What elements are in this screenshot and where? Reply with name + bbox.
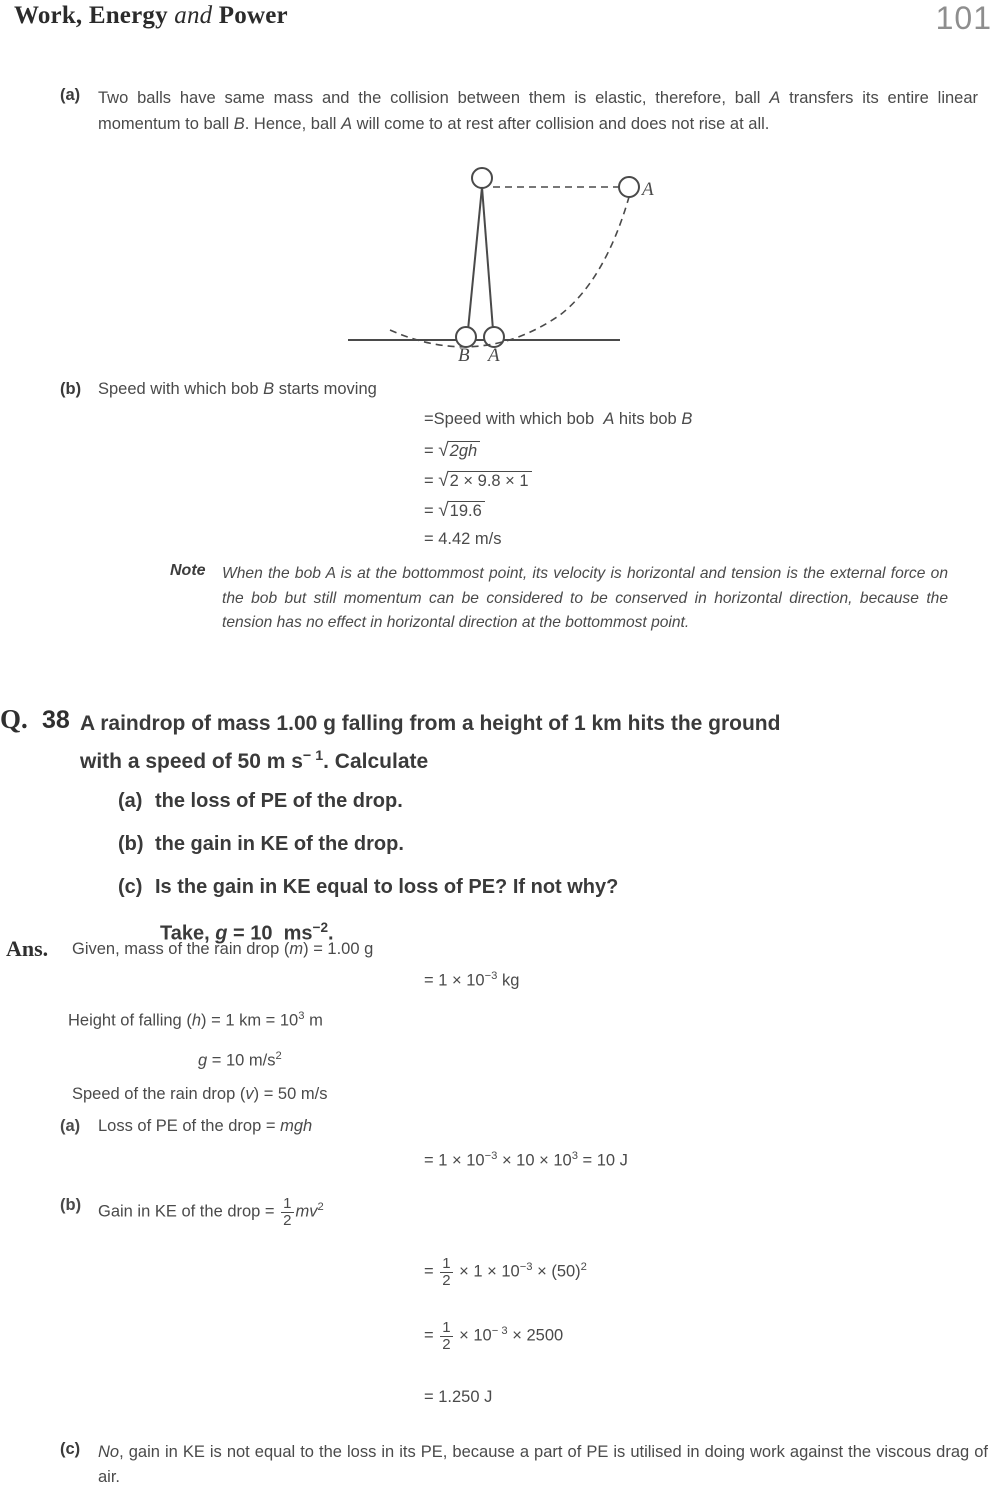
chapter-title-and: and — [174, 2, 213, 29]
chapter-title — [14, 2, 288, 30]
note-label: Note — [170, 562, 206, 579]
question-sub-a-text: the loss of PE of the drop. — [155, 790, 403, 812]
answer-given-line-2: = $1 \times 10^{-3}$ kg — [424, 970, 520, 990]
answer-c-text — [98, 1440, 988, 1490]
answer-b-line-3: = $\frac{1}{2}$ × $10^{- 3} \times 2500$ — [424, 1319, 564, 1353]
question-take-line: Take, g = 10 $ms^{-2}$. — [160, 920, 334, 945]
question-sub-c-label: (c) — [118, 876, 143, 898]
question-stem-exponent: − 1 — [302, 748, 324, 764]
answer-c-no: No — [98, 1443, 120, 1461]
answer-c-label: (c) — [60, 1440, 81, 1458]
part-b-line-1: =Speed with which bob A hits bob B — [424, 410, 693, 428]
part-b-label: (b) — [60, 380, 82, 398]
question-sub-b-text: the gain in KE of the drop. — [155, 833, 404, 855]
chapter-title-part2: Power — [212, 2, 288, 29]
svg-text:A: A — [642, 179, 654, 200]
chapter-title-part1: Work, Energy — [14, 2, 175, 29]
page-header — [0, 0, 998, 36]
part-b-line-3: = √2 × 9.8 × 1 — [424, 470, 532, 492]
svg-text:B: B — [458, 345, 470, 365]
question-number: 38 — [42, 706, 70, 734]
part-b-text: Speed with which bob B starts moving — [98, 380, 377, 398]
pendulum-collision-figure — [330, 165, 670, 365]
answer-g-line: g = 10 $m/s^2$ — [198, 1050, 282, 1070]
question-stem-line1: A raindrop of mass 1.00 g falling from a height of 1 km hits the ground — [80, 712, 781, 735]
take-exponent: −2 — [312, 920, 328, 935]
note-text: When the bob A is at the bottommost point, its velocity is horizontal and tension is the external force on the bob but still momentum can be considered to be conserved in horizontal direction, because the tension has no effect in horizontal direction at the bottommost point. — [222, 565, 948, 631]
figure-svg — [330, 165, 670, 365]
answer-given-line: Given, mass of the rain drop (m) = 1.00 g — [72, 940, 374, 958]
answer-a-result: = $1 \times 10^{-3} \times 10 \times 10^3 = 10$ J — [424, 1150, 628, 1170]
answer-b-label: (b) — [60, 1196, 82, 1214]
question-sub-a-label: (a) — [118, 790, 143, 812]
answer-b-line-2: = $\frac{1}{2}$ × $1 \times 10^{-3} \times (50)^2$ — [424, 1255, 587, 1289]
answer-label: Ans. — [6, 936, 49, 961]
part-b-line-5: = 4.42 m/s — [424, 530, 502, 548]
answer-a-text: Loss of PE of the drop = mgh — [98, 1117, 313, 1135]
part-a-text: Two balls have same mass and the collision between them is elastic, therefore, ball A transfers its entire linear momentum to ball B. Hence, ball A will come to at rest after collision and does not rise at all. — [98, 89, 979, 133]
answer-a-label: (a) — [60, 1117, 81, 1135]
answer-b-result: = 1.250 J — [424, 1388, 493, 1406]
question-sub-c-text: Is the gain in KE equal to loss of PE? If not why? — [155, 876, 619, 898]
part-a-label: (a) — [60, 86, 81, 104]
answer-b-text: Gain in KE of the drop = $\frac{1}{2}$ $mv^2$ — [98, 1195, 324, 1229]
question-stem — [80, 708, 988, 778]
answer-height-line: Height of falling (h) = 1 km = $10^3$ m — [68, 1010, 323, 1030]
part-b-line-4: = √19.6 — [424, 500, 485, 522]
page-number: 101 — [935, 0, 992, 36]
answer-c-rest: , gain in KE is not equal to the loss in its PE, because a part of PE is utilised in doing work against the viscous drag of air. — [98, 1443, 988, 1486]
question-stem-line2: with a speed of 50 m s — [80, 750, 303, 773]
question-sub-b-label: (b) — [118, 833, 144, 855]
question-stem-line2-end: . Calculate — [323, 750, 429, 773]
question-marker: Q. — [0, 704, 28, 734]
answer-speed-line: Speed of the rain drop (v) = 50 m/s — [72, 1085, 328, 1103]
part-b-line-2: = √2gh — [424, 440, 480, 462]
take-end: . — [328, 922, 334, 945]
svg-text:A: A — [488, 345, 500, 365]
